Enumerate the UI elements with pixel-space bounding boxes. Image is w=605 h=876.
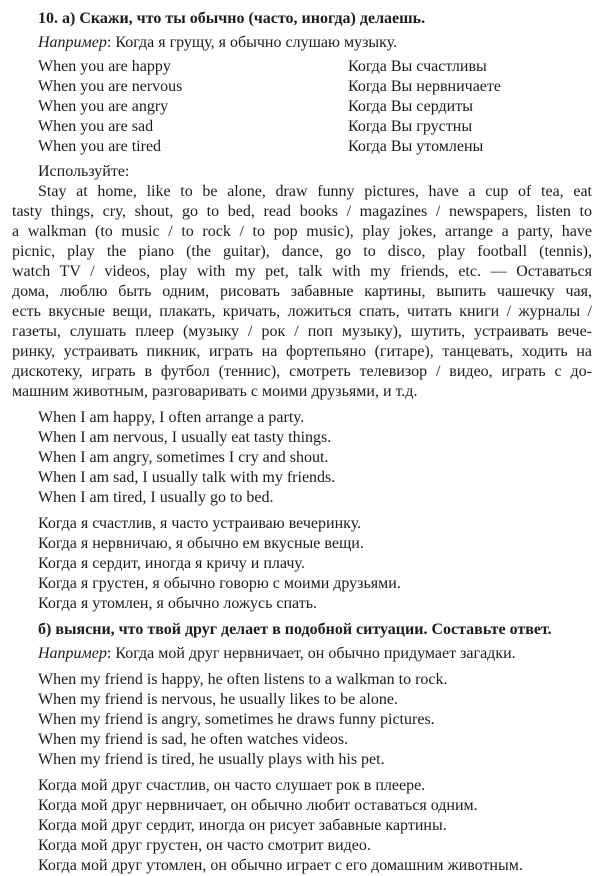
word-bank-line: watch TV / videos, play with my pet, talk with my friends, etc. — Оставаться (12, 263, 592, 280)
sentence-line: When I am sad, I usually talk with my friends. (38, 469, 336, 486)
sentence-line: Когда мой друг счастлив, он часто слушает рок в плеере. (38, 777, 426, 794)
sentence-line: When my friend is nervous, he usually likes to be alone. (38, 691, 398, 708)
word-bank-line: ринку, устраивать пикник, играть на фортепьяно (гитаре), танцевать, ходить на (12, 343, 592, 360)
example-text: : Когда я грущу, я обычно слушаю музыку. (106, 34, 398, 51)
word-bank (12, 162, 592, 402)
phrase-pair-row (12, 97, 592, 117)
sentence-line: Когда мой друг сердит, иногда он рисует забавные картины. (38, 817, 447, 834)
phrase-en: When you are happy (38, 58, 171, 75)
phrase-en: When you are nervous (38, 78, 183, 95)
sentence-line: Когда я счастлив, я часто устраиваю вечеринку. (38, 515, 362, 532)
phrase-pair-row (12, 77, 592, 97)
phrase-ru: Когда Вы нервничаете (348, 78, 501, 95)
sentence-line: When I am angry, sometimes I cry and shout. (38, 449, 329, 466)
sentence-line: When I am happy, I often arrange a party. (38, 409, 305, 426)
sentence-line: When my friend is happy, he often listens to a walkman to rock. (38, 671, 448, 688)
word-bank-line: дома, люблю быть одним, рисовать забавные картины, выпить чашечку чая, (12, 283, 592, 300)
word-bank-line: есть вкусные вещи, плакать, кричать, ложиться спать, читать книги / журналы / (12, 303, 592, 320)
sentence-line: Когда я грустен, я обычно говорю с моими друзьями. (38, 575, 401, 592)
word-bank-line: Stay at home, like to be alone, draw funny pictures, have a cup of tea, eat (38, 183, 592, 200)
phrase-ru: Когда Вы утомлены (348, 138, 484, 155)
phrase-ru: Когда Вы сердиты (348, 98, 473, 115)
phrase-pair-row (12, 57, 592, 77)
word-bank-line: picnic, play the piano (the guitar), dance, go to disco, play football (tennis), (12, 243, 592, 260)
example-label: Например (38, 645, 107, 662)
answers-ru-a (12, 514, 592, 614)
sentence-line: When my friend is angry, sometimes he draws funny pictures. (38, 711, 435, 728)
sentence-line: Когда мой друг утомлен, он обычно играет с его домашним животным. (38, 857, 523, 874)
answers-en-a (12, 408, 592, 508)
example-label: Например (38, 34, 107, 51)
sentence-line: When my friend is sad, he often watches videos. (38, 731, 349, 748)
word-bank-line: tasty things, cry, shout, go to bed, read books / magazines / newspapers, listen to (12, 203, 592, 220)
section-b-example (12, 644, 592, 664)
example-text: : Когда мой друг нервничает, он обычно придумает загадки. (106, 645, 516, 662)
phrase-ru: Когда Вы счастливы (348, 58, 487, 75)
sentence-line: Когда я утомлен, я обычно ложусь спать. (38, 595, 318, 612)
word-bank-line: a walkman (to music / to rock / to pop music), play jokes, arrange a party, have (12, 223, 592, 240)
sentence-line: Когда мой друг нервничает, он обычно любит оставаться одним. (38, 797, 478, 814)
section-a-heading: 10. а) Скажи, что ты обычно (часто, иногда) делаешь. (38, 10, 426, 27)
sentence-line: Когда мой друг грустен, он часто смотрит видео. (38, 837, 371, 854)
phrase-ru: Когда Вы грустны (348, 118, 473, 135)
sentence-line: Когда я нервничаю, я обычно ем вкусные вещи. (38, 535, 364, 552)
sentence-line: When I am tired, I usually go to bed. (38, 489, 274, 506)
word-bank-line: машним животным, разговаривать с моими друзьями, и т.д. (12, 383, 418, 400)
use-label: Используйте: (38, 163, 130, 180)
answers-ru-b (12, 776, 592, 876)
section-b-heading: б) выясни, что твой друг делает в подобной ситуации. Составьте ответ. (38, 621, 552, 638)
phrase-pair-row (12, 137, 592, 157)
answers-en-b (12, 670, 592, 770)
section-a-example (12, 33, 592, 53)
phrase-pair-row (12, 117, 592, 137)
phrase-en: When you are sad (38, 118, 154, 135)
word-bank-line: газеты, слушать плеер (музыку / рок / поп музыку), шутить, устраивать вече- (12, 323, 592, 340)
phrase-en: When you are angry (38, 98, 169, 115)
phrase-pair-list (12, 57, 592, 157)
word-bank-line: дискотеку, играть в футбол (теннис), смотреть телевизор / видео, играть с до- (12, 363, 592, 380)
phrase-en: When you are tired (38, 138, 162, 155)
sentence-line: When I am nervous, I usually eat tasty things. (38, 429, 332, 446)
sentence-line: When my friend is tired, he usually plays with his pet. (38, 751, 385, 768)
sentence-line: Когда я сердит, иногда я кричу и плачу. (38, 555, 305, 572)
